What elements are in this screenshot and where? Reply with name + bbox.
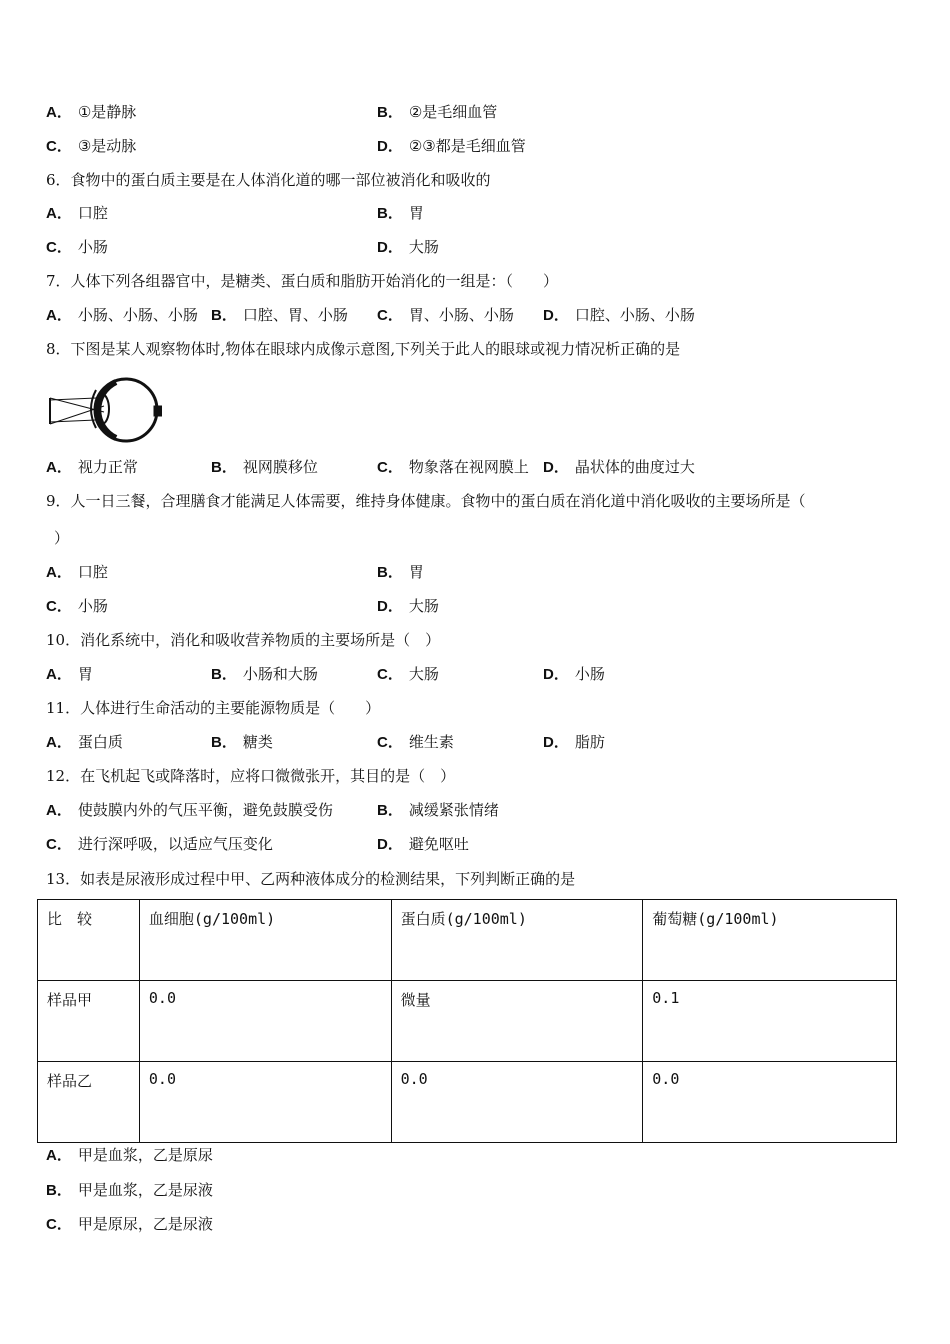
q10-stem: 10．消化系统中，消化和吸收营养物质的主要场所是（ ）: [46, 631, 441, 649]
q5-option-d: D． ②③都是毛细血管: [377, 137, 526, 155]
q11-stem: 11．人体进行生命活动的主要能源物质是（ ）: [46, 699, 381, 717]
q13-option-c: C． 甲是原尿，乙是尿液: [46, 1215, 213, 1233]
q7-option-b: B． 口腔、胃、小肠: [211, 306, 348, 324]
q13-option-b: B． 甲是血浆，乙是尿液: [46, 1181, 213, 1199]
q6-stem: 6．食物中的蛋白质主要是在人体消化道的哪一部位被消化和吸收的: [46, 171, 491, 189]
q13-option-a: A． 甲是血浆，乙是原尿: [46, 1146, 213, 1164]
q6-option-d: D． 大肠: [377, 238, 439, 256]
q11-option-a: A． 蛋白质: [46, 733, 123, 751]
q9-stem-cont: ）: [54, 529, 70, 547]
table-cell: 0.0: [139, 981, 391, 1062]
table-header-row: [38, 900, 897, 981]
q8-option-a: A． 视力正常: [46, 458, 138, 476]
q9-option-a: A． 口腔: [46, 563, 108, 581]
q8-option-d: D． 晶状体的曲度过大: [543, 458, 695, 476]
q5-option-b: B． ②是毛细血管: [377, 103, 498, 121]
table-row: [38, 1062, 897, 1143]
table-cell: 样品甲: [38, 981, 140, 1062]
q7-option-c: C． 胃、小肠、小肠: [377, 306, 514, 324]
q5-option-a: A． ①是静脉: [46, 103, 137, 121]
q6-option-b: B． 胃: [377, 204, 424, 222]
q12-option-c: C． 进行深呼吸，以适应气压变化: [46, 835, 273, 853]
q9-option-d: D． 大肠: [377, 597, 439, 615]
table-header-cell: 比 较: [38, 900, 140, 981]
q9-stem: 9．人一日三餐，合理膳食才能满足人体需要，维持身体健康。食物中的蛋白质在消化道中消化吸收的主要场所是（: [46, 492, 806, 510]
q13-stem: 13．如表是尿液形成过程中甲、乙两种液体成分的检测结果，下列判断正确的是: [46, 870, 576, 888]
q6-option-a: A． 口腔: [46, 204, 108, 222]
table-header-cell: 血细胞(g/100ml): [139, 900, 391, 981]
q7-option-a: A． 小肠、小肠、小肠: [46, 306, 198, 324]
q5-option-c: C． ③是动脉: [46, 137, 137, 155]
q12-option-b: B． 减缓紧张情绪: [377, 801, 499, 819]
q12-option-d: D． 避免呕吐: [377, 835, 469, 853]
table-cell: 微量: [391, 981, 643, 1062]
q12-stem: 12．在飞机起飞或降落时，应将口微微张开，其目的是（ ）: [46, 767, 456, 785]
q7-option-d: D． 口腔、小肠、小肠: [543, 306, 695, 324]
q7-stem: 7．人体下列各组器官中，是糖类、蛋白质和脂肪开始消化的一组是：（ ）: [46, 272, 559, 290]
table-cell: 0.1: [643, 981, 897, 1062]
q10-option-b: B． 小肠和大肠: [211, 665, 318, 683]
results-table: [37, 899, 897, 1143]
table-header-cell: 葡萄糖(g/100ml): [643, 900, 897, 981]
ray-lower: [50, 420, 96, 422]
optic-nerve: [154, 406, 162, 416]
q8-stem: 8．下图是某人观察物体时,物体在眼球内成像示意图,下列关于此人的眼球或视力情况析正确的是: [46, 340, 681, 358]
ray-upper: [50, 398, 96, 400]
table-cell: 0.0: [139, 1062, 391, 1143]
table-header-cell: 蛋白质(g/100ml): [391, 900, 643, 981]
table-row: [38, 981, 897, 1062]
q10-option-a: A． 胃: [46, 665, 93, 683]
q12-option-a: A． 使鼓膜内外的气压平衡，避免鼓膜受伤: [46, 801, 333, 819]
q9-option-b: B． 胃: [377, 563, 424, 581]
table-cell: 样品乙: [38, 1062, 140, 1143]
q6-option-c: C． 小肠: [46, 238, 108, 256]
q10-option-d: D． 小肠: [543, 665, 605, 683]
q11-option-c: C． 维生素: [377, 733, 454, 751]
q11-option-b: B． 糖类: [211, 733, 273, 751]
eye-image-figure: [46, 376, 162, 444]
q8-option-b: B． 视网膜移位: [211, 458, 318, 476]
q8-option-c: C． 物象落在视网膜上: [377, 458, 529, 476]
table-cell: 0.0: [391, 1062, 643, 1143]
q9-option-c: C． 小肠: [46, 597, 108, 615]
table-cell: 0.0: [643, 1062, 897, 1143]
q10-option-c: C． 大肠: [377, 665, 439, 683]
q11-option-d: D． 脂肪: [543, 733, 605, 751]
